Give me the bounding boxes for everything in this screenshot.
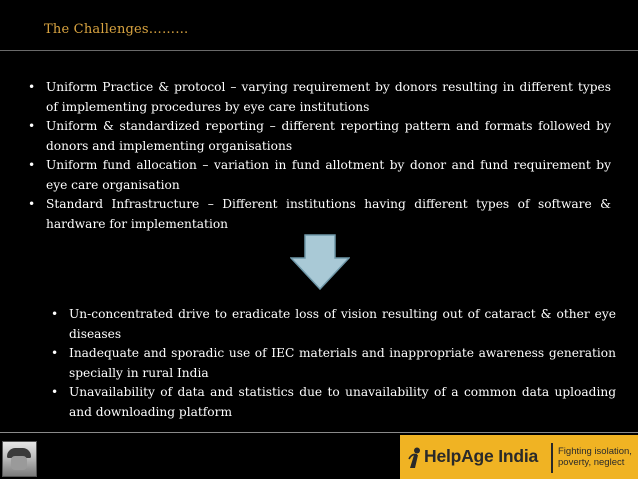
footer-divider [0, 432, 638, 433]
list-item-text: Uniform fund allocation – variation in fund allotment by donor and fund requirement by eye care organisation [46, 158, 611, 192]
bullet-icon: • [28, 197, 36, 211]
list-item [50, 305, 616, 344]
list-item [50, 344, 616, 383]
tagline-line-2: poverty, neglect [558, 457, 625, 468]
helpage-logo-icon [408, 447, 422, 469]
bullet-icon: • [28, 119, 36, 133]
list-item [27, 117, 611, 156]
list-item-text: Standard Infrastructure – Different institutions having different types of software & hardware for implementation [46, 197, 611, 231]
brand-separator [551, 443, 553, 473]
list-item-text: Uniform Practice & protocol – varying requirement by donors resulting in different types of implementing procedures by eye care institutions [46, 80, 611, 114]
down-arrow-icon [290, 234, 350, 290]
brand-tagline [558, 446, 638, 468]
list-item [27, 78, 611, 117]
brand-banner [400, 435, 638, 479]
list-item-text: Uniform & standardized reporting – different reporting pattern and formats followed by donors and implementing organisations [46, 119, 611, 153]
list-item-text: Unavailability of data and statistics due to unavailability of a common data uploading and downloading platform [69, 385, 616, 419]
tagline-line-1: Fighting isolation, [558, 446, 632, 457]
brand-name: HelpAge India [424, 446, 539, 466]
bullet-icon: • [28, 158, 36, 172]
title-divider [0, 50, 638, 51]
bullet-icon: • [51, 346, 59, 360]
list-item [27, 195, 611, 234]
bullet-icon: • [51, 307, 59, 321]
thumbnail-face [11, 456, 27, 470]
challenges-list [27, 78, 611, 234]
portrait-thumbnail [2, 441, 37, 477]
list-item [27, 156, 611, 195]
slide-title: The Challenges……… [44, 22, 189, 37]
bullet-icon: • [51, 385, 59, 399]
consequences-list [50, 305, 616, 422]
bullet-icon: • [28, 80, 36, 94]
list-item-text: Inadequate and sporadic use of IEC materials and inappropriate awareness generation specially in rural India [69, 346, 616, 380]
list-item [50, 383, 616, 422]
list-item-text: Un-concentrated drive to eradicate loss of vision resulting out of cataract & other eye diseases [69, 307, 616, 341]
